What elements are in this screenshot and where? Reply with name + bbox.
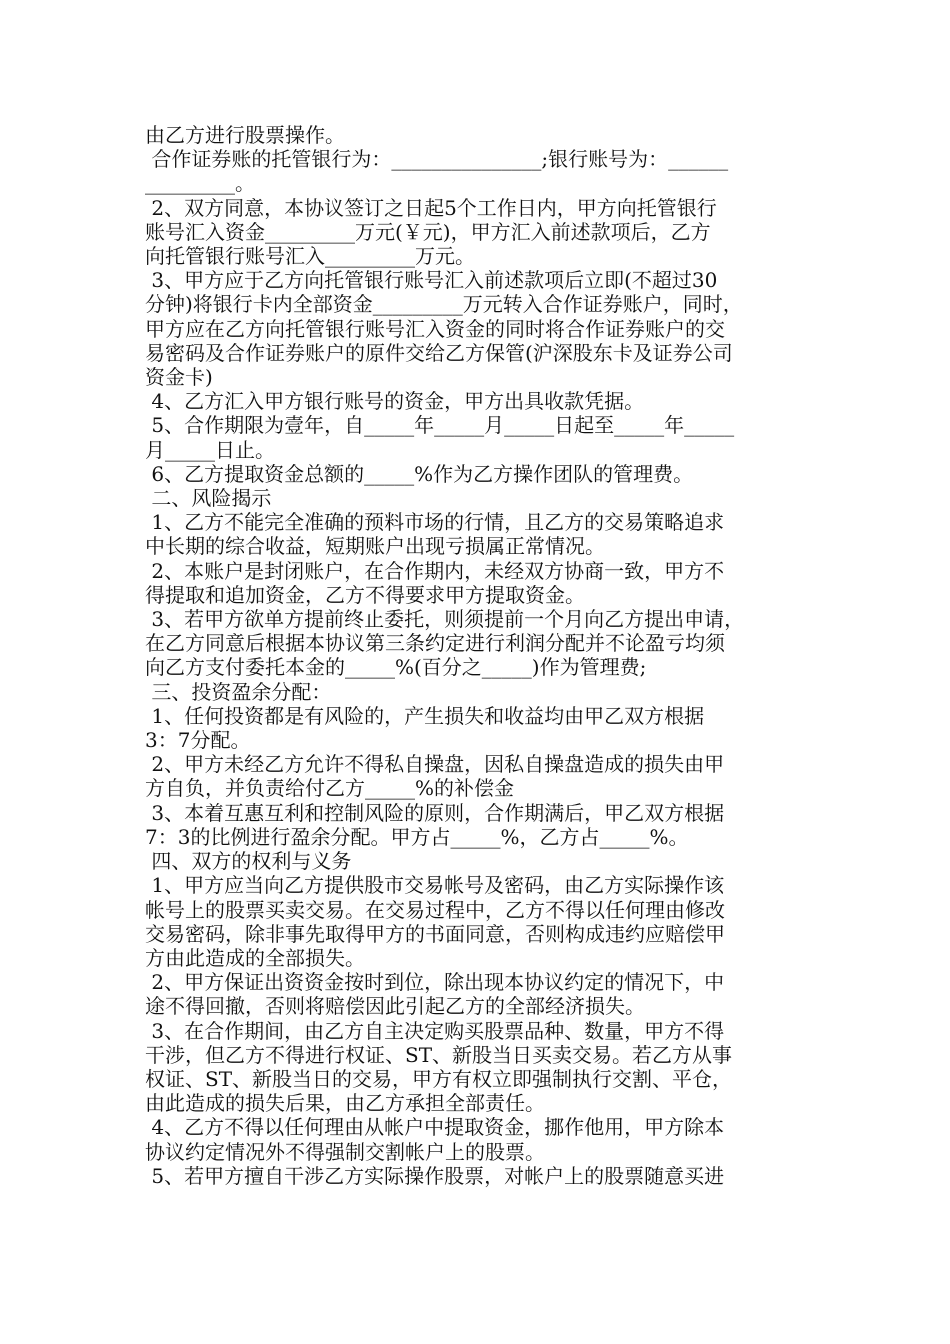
text-line: 3、在合作期间，由乙方自主决定购买股票品种、数量，甲方不得 bbox=[145, 1018, 725, 1043]
text-line: 方自负，并负责给付乙方_____%的补偿金 bbox=[145, 776, 515, 801]
section-heading: 二、风险揭示 bbox=[145, 486, 272, 511]
text-line: 2、甲方保证出资资金按时到位，除出现本协议约定的情况下，中 bbox=[145, 970, 725, 995]
text-line: 权证、ST、新股当日的交易，甲方有权立即强制执行交割、平仓， bbox=[145, 1066, 733, 1091]
text-line: 账号汇入资金_________万元(￥元)，甲方汇入前述款项后，乙方 bbox=[145, 219, 711, 244]
text-line: 3、本着互惠互利和控制风险的原则，合作期满后，甲乙双方根据 bbox=[145, 800, 725, 825]
text-line: 易密码及合作证券账户的原件交给乙方保管(沪深股东卡及证券公司 bbox=[145, 340, 733, 365]
text-line: 5、合作期限为壹年，自_____年_____月_____日起至_____年_____ bbox=[145, 413, 735, 438]
text-line: 4、乙方不得以任何理由从帐户中提取资金，挪作他用，甲方除本 bbox=[145, 1115, 725, 1140]
text-line: 7：3的比例进行盈余分配。甲方占_____%，乙方占_____%。 bbox=[145, 824, 689, 849]
section-heading: 四、双方的权利与义务 bbox=[145, 849, 352, 874]
text-line: 方由此造成的全部损失。 bbox=[145, 945, 365, 970]
text-line: 1、任何投资都是有风险的，产生损失和收益均由甲乙双方根据 bbox=[145, 703, 705, 728]
text-line: 3、甲方应于乙方向托管银行账号汇入前述款项后立即(不超过30 bbox=[145, 268, 718, 293]
text-line: 分钟)将银行卡内全部资金_________万元转入合作证券账户，同时， bbox=[145, 292, 743, 317]
text-line: 得提取和追加资金，乙方不得要求甲方提取资金。 bbox=[145, 582, 585, 607]
text-line: 干涉，但乙方不得进行权证、ST、新股当日买卖交易。若乙方从事 bbox=[145, 1042, 733, 1067]
text-line: _________。 bbox=[145, 171, 255, 196]
text-line: 途不得回撤，否则将赔偿因此引起乙方的全部经济损失。 bbox=[145, 994, 645, 1019]
text-line: 向乙方支付委托本金的_____%(百分之_____)作为管理费; bbox=[145, 655, 647, 680]
text-line: 1、乙方不能完全准确的预料市场的行情，且乙方的交易策略追求 bbox=[145, 510, 725, 535]
text-line: 向托管银行账号汇入_________万元。 bbox=[145, 244, 475, 269]
text-line: 2、本账户是封闭账户，在合作期内，未经双方协商一致，甲方不 bbox=[145, 558, 725, 583]
text-line: 合作证券账的托管银行为：_______________;银行账号为：______ bbox=[145, 147, 729, 172]
text-line: 甲方应在乙方向托管银行账号汇入资金的同时将合作证券账户的交 bbox=[145, 316, 725, 341]
text-line: 由此造成的损失后果，由乙方承担全部责任。 bbox=[145, 1091, 545, 1116]
text-line: 中长期的综合收益，短期账户出现亏损属正常情况。 bbox=[145, 534, 605, 559]
section-heading: 三、投资盈余分配： bbox=[145, 679, 332, 704]
text-line: 资金卡) bbox=[145, 365, 213, 390]
text-line: 帐号上的股票买卖交易。在交易过程中，乙方不得以任何理由修改 bbox=[145, 897, 725, 922]
text-line: 协议约定情况外不得强制交割帐户上的股票。 bbox=[145, 1139, 545, 1164]
text-line: 由乙方进行股票操作。 bbox=[145, 123, 345, 147]
text-line: 3、若甲方欲单方提前终止委托，则须提前一个月向乙方提出申请， bbox=[145, 607, 745, 632]
document-page bbox=[145, 123, 810, 1188]
text-line: 4、乙方汇入甲方银行账号的资金，甲方出具收款凭据。 bbox=[145, 389, 645, 414]
text-line: 2、甲方未经乙方允许不得私自操盘，因私自操盘造成的损失由甲 bbox=[145, 752, 725, 777]
text-line: 1、甲方应当向乙方提供股市交易帐号及密码，由乙方实际操作该 bbox=[145, 873, 725, 898]
text-line: 3：7分配。 bbox=[145, 728, 251, 753]
text-line: 5、若甲方擅自干涉乙方实际操作股票，对帐户上的股票随意买进 bbox=[145, 1163, 725, 1188]
text-line: 2、双方同意，本协议签订之日起5个工作日内，甲方向托管银行 bbox=[145, 195, 717, 220]
text-line: 6、乙方提取资金总额的_____%作为乙方操作团队的管理费。 bbox=[145, 461, 694, 486]
text-line: 月_____日止。 bbox=[145, 437, 275, 462]
text-line: 在乙方同意后根据本协议第三条约定进行利润分配并不论盈亏均须 bbox=[145, 631, 725, 656]
text-line: 交易密码，除非事先取得甲方的书面同意，否则构成违约应赔偿甲 bbox=[145, 921, 725, 946]
